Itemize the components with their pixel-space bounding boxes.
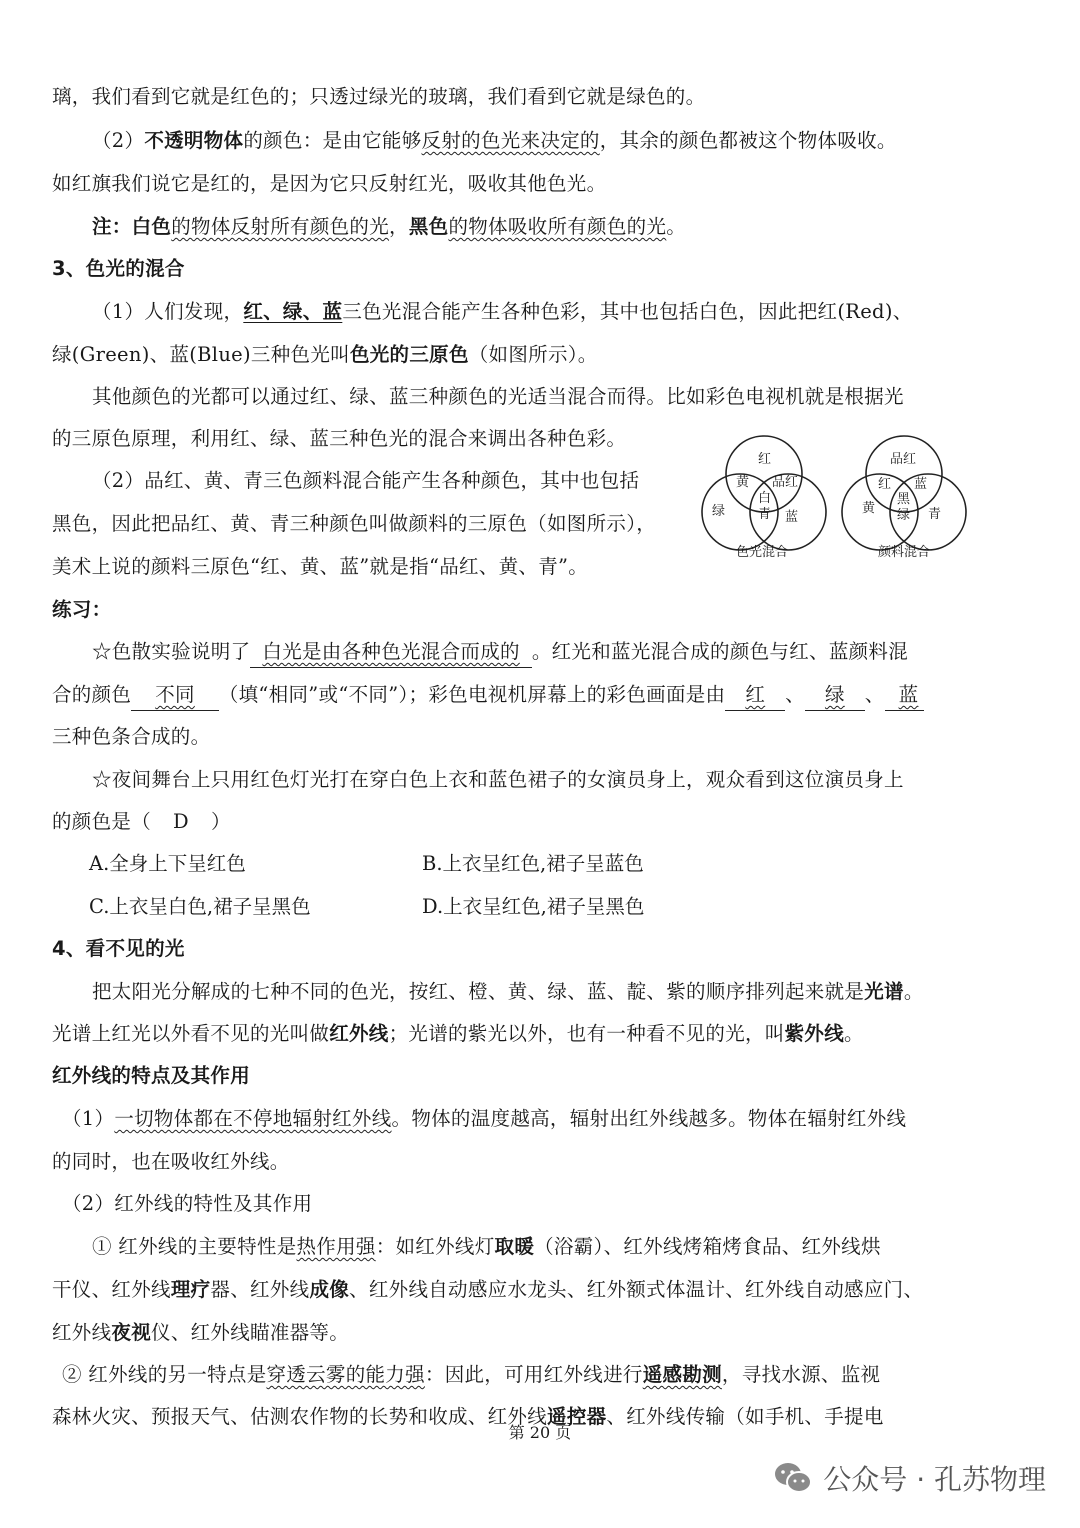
- bold-term: 成像: [309, 1278, 350, 1301]
- text-span: 器、红外线: [210, 1278, 310, 1301]
- watermark-text: 公众号 · 孔苏物理: [823, 1463, 1046, 1496]
- text-span: ；光谱的紫光以外，也有一种看不见的光，叫: [388, 1022, 785, 1045]
- label-center: 黑: [897, 492, 911, 507]
- answer-blank: 红: [725, 680, 785, 711]
- text-line: （2）品红、黄、青三色颜料混合能产生各种颜色，其中也包括: [92, 469, 640, 492]
- text-line: [92, 1232, 881, 1262]
- bold-term: 不透明物体: [144, 129, 244, 152]
- text-span: 。: [844, 1022, 864, 1045]
- text-span: （2）: [92, 129, 145, 152]
- label-tr: 蓝: [914, 477, 928, 492]
- text-span: 、: [785, 683, 805, 706]
- text-span: ，其余的颜色都被这个物体吸收。: [599, 129, 897, 152]
- option-b: B.上衣呈红色,裙子呈蓝色: [422, 852, 644, 875]
- text-line: [52, 340, 598, 370]
- text-span: （浴霸）、红外线烤箱烤食品、红外线烘: [534, 1235, 881, 1258]
- emphasis-text: 穿透云雾的能力强: [266, 1363, 425, 1386]
- bold-term: 理疗: [170, 1278, 211, 1301]
- label-left: 黄: [862, 501, 876, 516]
- text-span: （如图所示）。: [468, 343, 598, 366]
- text-span: 把太阳光分解成的七种不同的色光，按红、橙、黄、绿、蓝、靛、紫的顺序排列起来就是: [92, 980, 865, 1003]
- text-span: 森林火灾、预报天气、估测农作物的长势和收成、红外线: [52, 1405, 548, 1428]
- question-line: [52, 807, 231, 837]
- text-line: 的同时，也在吸收红外线。: [52, 1150, 290, 1173]
- note-line: [92, 212, 686, 242]
- text-line: 美术上说的颜料三原色“红、黄、蓝”就是指“品红、黄、青”。: [52, 555, 589, 578]
- text-span: ① 红外线的主要特性是: [92, 1235, 297, 1258]
- text-span: 、红外线传输（如手机、手提电: [606, 1405, 884, 1428]
- bold-term: 红、绿、蓝: [243, 300, 343, 323]
- label-top: 品红: [890, 452, 917, 467]
- text-line: [92, 977, 924, 1007]
- text-span: 、红外线自动感应水龙头、红外额式体温计、红外线自动感应门、: [349, 1278, 924, 1301]
- bold-term: 遥控器: [547, 1405, 607, 1428]
- text-span: 干仪、红外线: [52, 1278, 171, 1301]
- text-span: 红外线: [52, 1321, 112, 1344]
- text-line: [52, 1275, 923, 1305]
- text-span: 的颜色：是由它能够: [243, 129, 422, 152]
- text-span: （1）人们发现，: [92, 300, 244, 323]
- emphasis-text: 的物体反射所有颜色的光: [171, 215, 390, 238]
- subsection-heading: 红外线的特点及其作用: [52, 1064, 251, 1087]
- text-span: ，寻找水源、监视: [721, 1363, 881, 1386]
- text-line: [92, 297, 913, 327]
- text-span: 。物体的温度越高，辐射出红外线越多。物体在辐射红外线: [391, 1107, 907, 1130]
- bold-term: 取暖: [494, 1235, 535, 1258]
- figure-caption: 颜料混合: [878, 545, 931, 560]
- bold-term: 遥感勘测: [642, 1363, 722, 1386]
- practice-heading: 练习：: [52, 598, 112, 621]
- bold-term: 夜视: [111, 1321, 152, 1344]
- answer-choice: D: [173, 810, 189, 833]
- text-span: 光谱上红光以外看不见的光叫做: [52, 1022, 330, 1045]
- light-mixing-diagram: [694, 432, 834, 562]
- text-line: （2）红外线的特性及其作用: [62, 1192, 313, 1215]
- bold-term: 红外线: [329, 1022, 389, 1045]
- label-left: 绿: [712, 504, 726, 519]
- text-line: 黑色，因此把品红、黄、青三种颜色叫做颜料的三原色（如图所示），: [52, 512, 657, 535]
- note-label: 注：: [92, 215, 132, 238]
- text-span: （填“相同”或“不同”）；彩色电视机屏幕上的彩色画面是由: [218, 683, 726, 706]
- text-span: 合的颜色: [52, 683, 132, 706]
- text-line: [52, 1019, 864, 1049]
- text-span: ☆色散实验说明了: [92, 640, 251, 663]
- label-right: 蓝: [785, 510, 799, 525]
- pigment-mixing-diagram: [834, 432, 974, 562]
- text-span: 。: [666, 215, 687, 238]
- text-line: 其他颜色的光都可以通过红、绿、蓝三种颜色的光适当混合而得。比如彩色电视机就是根据光: [92, 385, 904, 408]
- answer-blank: 绿: [805, 680, 865, 711]
- emphasis-text: 反射的色光来决定的: [421, 129, 600, 152]
- option-a: A.全身上下呈红色: [89, 852, 246, 875]
- label-tl: 红: [878, 477, 892, 492]
- text-line: [62, 1104, 906, 1134]
- text-span: ② 红外线的另一特点是: [62, 1363, 267, 1386]
- text-span: 三色光混合能产生各种色彩，其中也包括白色，因此把红(Red)、: [342, 300, 913, 323]
- label-top: 红: [758, 452, 772, 467]
- bold-term: 色光的三原色: [349, 343, 469, 366]
- text-span: 。红光和蓝光混合成的颜色与红、蓝颜料混: [531, 640, 909, 663]
- text-span: 绿(Green)、蓝(Blue)三种色光叫: [52, 343, 350, 366]
- text-line: 璃，我们看到它就是红色的；只透过绿光的玻璃，我们看到它就是绿色的。: [52, 85, 706, 108]
- question-line: ☆夜间舞台上只用红色灯光打在穿白色上衣和蓝色裙子的女演员身上，观众看到这位演员身上: [92, 768, 904, 791]
- emphasis-text: 热作用强: [296, 1235, 376, 1258]
- wechat-icon: [773, 1461, 813, 1495]
- figure-caption: 色光混合: [736, 545, 789, 560]
- emphasis-text: 一切物体都在不停地辐射红外线: [114, 1107, 392, 1130]
- section-heading: 3、色光的混合: [52, 257, 185, 280]
- text-line: 如红旗我们说它是红的，是因为它只反射红光，吸收其他色光。: [52, 172, 607, 195]
- question-line: 三种色条合成的。: [52, 725, 211, 748]
- text-span: 的颜色是（: [52, 810, 152, 833]
- text-span: 、: [864, 683, 885, 706]
- page-number: 第 20 页: [508, 1423, 572, 1442]
- label-bottom: 青: [758, 507, 772, 522]
- option-d: D.上衣呈红色,裙子呈黑色: [422, 895, 645, 918]
- answer-blank: 白光是由各种色光混合而成的: [250, 637, 531, 668]
- text-span: ：因此，可用红外线进行: [424, 1363, 643, 1386]
- bold-term: 光谱: [864, 980, 904, 1003]
- text-line: 的三原色原理，利用红、绿、蓝三种色光的混合来调出各种色彩。: [52, 427, 627, 450]
- label-tr: 品红: [772, 475, 799, 490]
- answer-blank: 不同: [131, 680, 219, 711]
- text-span: ）: [211, 810, 231, 833]
- label-bottom: 绿: [897, 508, 911, 523]
- text-span: （1）: [62, 1107, 115, 1130]
- bold-term: 黑色: [408, 215, 449, 238]
- question-line: [92, 637, 908, 668]
- answer-blank: 蓝: [885, 680, 925, 711]
- option-c: C.上衣呈白色,裙子呈黑色: [89, 895, 311, 918]
- text-span: 仪、红外线瞄准器等。: [151, 1321, 350, 1344]
- text-line: [52, 1318, 349, 1348]
- bold-term: 紫外线: [784, 1022, 845, 1045]
- section-heading: 4、看不见的光: [52, 937, 185, 960]
- text-line: [92, 126, 897, 156]
- text-span: ：如红外线灯: [375, 1235, 495, 1258]
- label-center: 白: [758, 491, 772, 506]
- emphasis-text: 的物体吸收所有颜色的光: [448, 215, 667, 238]
- text-line: [62, 1360, 880, 1390]
- text-span: ，: [389, 215, 409, 238]
- watermark: [773, 1458, 1046, 1498]
- bold-term: 白色: [131, 215, 172, 238]
- label-tl: 黄: [736, 475, 750, 490]
- text-span: 。: [903, 980, 924, 1003]
- question-line: [52, 680, 924, 711]
- label-right: 青: [928, 507, 942, 522]
